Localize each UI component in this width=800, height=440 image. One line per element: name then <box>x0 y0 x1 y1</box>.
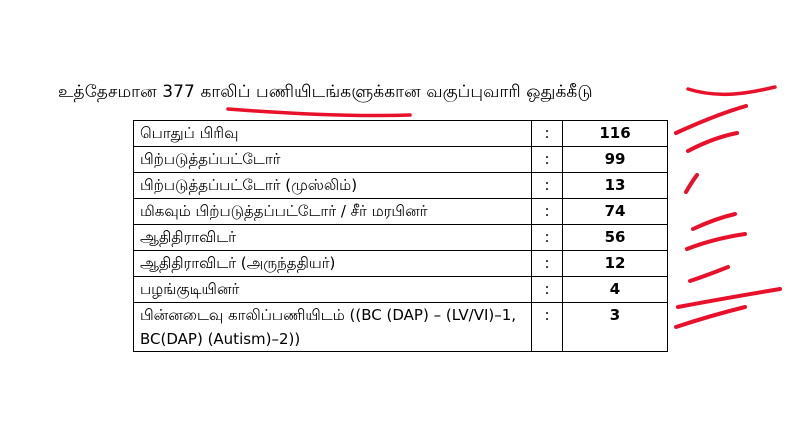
count-cell: 56 <box>563 225 668 251</box>
check-mark <box>688 87 775 94</box>
category-cell: ஆதிதிராவிடர் (அருந்ததியர்) <box>134 251 532 277</box>
separator-cell: : <box>532 277 563 303</box>
separator-cell: : <box>532 147 563 173</box>
count-cell: 4 <box>563 277 668 303</box>
separator-cell: : <box>532 251 563 277</box>
title-underline <box>228 109 410 116</box>
category-cell: மிகவும் பிற்படுத்தப்பட்டோர் / சீர் மரபினர் <box>134 199 532 225</box>
check-mark <box>678 289 780 307</box>
table-row <box>134 121 668 147</box>
document-title: உத்தேசமான 377 காலிப் பணியிடங்களுக்கான வகுப்புவாரி ஒதுக்கீடு <box>58 82 593 102</box>
separator-cell: : <box>532 121 563 147</box>
category-cell: பிற்படுத்தப்பட்டோர் <box>134 147 532 173</box>
table-row <box>134 147 668 173</box>
check-mark <box>686 175 697 192</box>
table-row <box>134 277 668 303</box>
count-cell: 116 <box>563 121 668 147</box>
table-row <box>134 199 668 225</box>
table-row <box>134 225 668 251</box>
check-mark <box>676 307 745 327</box>
check-mark <box>688 133 737 151</box>
check-mark <box>676 106 746 133</box>
table-row <box>134 251 668 277</box>
category-cell: பின்னடைவு காலிப்பணியிடம் ((BC (DAP) – (LV/VI)–1, BC(DAP) (Autism)–2)) <box>134 303 532 352</box>
reservation-table <box>133 120 668 352</box>
separator-cell: : <box>532 173 563 199</box>
check-mark <box>693 214 735 229</box>
category-cell: பிற்படுத்தப்பட்டோர் (முஸ்லிம்) <box>134 173 532 199</box>
separator-cell: : <box>532 225 563 251</box>
separator-cell: : <box>532 303 563 352</box>
check-mark <box>690 267 728 281</box>
count-cell: 99 <box>563 147 668 173</box>
count-cell: 74 <box>563 199 668 225</box>
category-cell: ஆதிதிராவிடர் <box>134 225 532 251</box>
table-row <box>134 173 668 199</box>
check-mark <box>687 234 745 249</box>
count-cell: 13 <box>563 173 668 199</box>
table-row <box>134 303 668 352</box>
count-cell: 3 <box>563 303 668 352</box>
count-cell: 12 <box>563 251 668 277</box>
separator-cell: : <box>532 199 563 225</box>
category-cell: பொதுப் பிரிவு <box>134 121 532 147</box>
category-cell: பழங்குடியினர் <box>134 277 532 303</box>
